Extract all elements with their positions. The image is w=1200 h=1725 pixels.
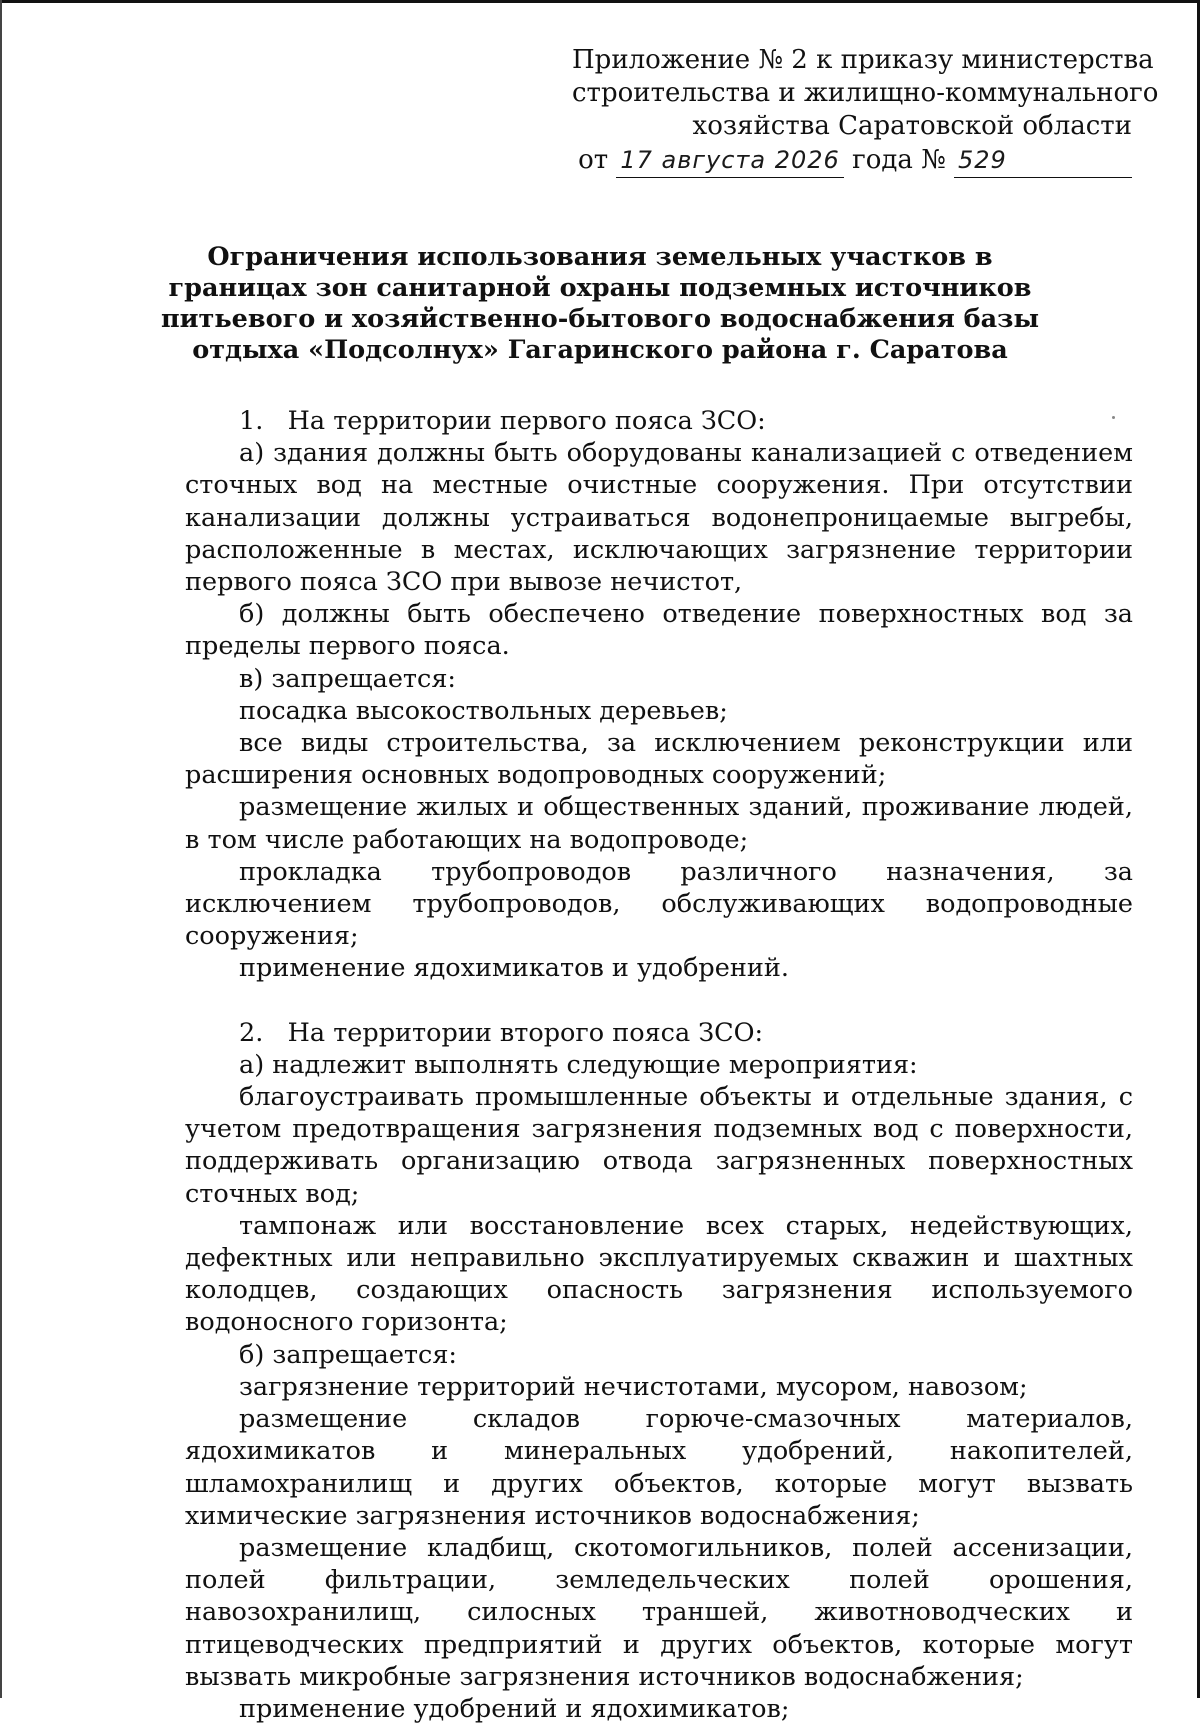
handwritten-order-number: 529 xyxy=(954,144,1132,178)
document-title: Ограничения использования земельных участков в границах зон санитарной охраны подземных источников питьевого и хозяйственно-бытового водоснабжения базы отдыха «Подсолнух» Гагаринского района г. Саратова xyxy=(160,242,1040,365)
section-2-paragraph: применение удобрений и ядохимикатов; xyxy=(239,1693,790,1724)
section-2-paragraph: благоустраивать промышленные объекты и отдельные здания, с учетом предотвращения загрязнения подземных вод с поверхности, поддерживать организацию отвода загрязненных поверхностных сточных вод; xyxy=(185,1082,1133,1209)
section-1-paragraph: посадка высокоствольных деревьев; xyxy=(239,695,728,726)
scan-border-left xyxy=(0,0,2,1698)
section-1-paragraph: а) здания должны быть оборудованы канализацией с отведением сточных вод на местные очистные сооружения. При отсутствии канализации должны устраиваться водонепроницаемые выгребы, расположенные в местах, исключающих загрязнение территории первого пояса ЗСО при вывозе нечистот, xyxy=(185,438,1133,598)
section-2-heading: 2. На территории второго пояса ЗСО: xyxy=(239,1017,764,1048)
section-2-paragraph: а) надлежит выполнять следующие мероприятия: xyxy=(239,1049,918,1080)
header-line-2: строительства и жилищно-коммунального xyxy=(572,78,1159,108)
section-1-paragraph: в) запрещается: xyxy=(239,663,456,694)
date-prefix: от xyxy=(578,145,609,175)
section-2-paragraph: б) запрещается: xyxy=(239,1339,457,1370)
order-date-line xyxy=(572,144,1132,178)
section-1-paragraph: прокладка трубопроводов различного назначения, за исключением трубопроводов, обслуживающих водопроводные сооружения; xyxy=(185,856,1133,952)
year-label: года № xyxy=(852,145,946,175)
document-body xyxy=(185,405,1133,1725)
section-2-paragraph: загрязнение территорий нечистотами, мусором, навозом; xyxy=(239,1371,1028,1402)
section-2-paragraph: тампонаж или восстановление всех старых, недействующих, дефектных или неправильно эксплуатируемых скважин и шахтных колодцев, создающих опасность загрязнения используемого водоносного горизонта; xyxy=(185,1210,1133,1338)
section-2-paragraph: размещение кладбищ, скотомогильников, полей ассенизации, полей фильтрации, земледельческих полей орошения, навозохранилищ, силосных траншей, животноводческих и птицеводческих предприятий и других объектов, которые могут вызвать микробные загрязнения источников водоснабжения; xyxy=(185,1532,1133,1692)
section-1-heading: 1. На территории первого пояса ЗСО: xyxy=(239,406,766,436)
header-line-1: Приложение № 2 к приказу министерства xyxy=(572,45,1154,75)
handwritten-date: 17 августа 2026 xyxy=(616,144,843,178)
scan-border-top xyxy=(0,0,1200,3)
section-1-paragraph: б) должны быть обеспечено отведение поверхностных вод за пределы первого пояса. xyxy=(185,599,1133,662)
section-1-paragraph: применение ядохимикатов и удобрений. xyxy=(239,953,789,984)
header-line-3: хозяйства Саратовской области xyxy=(692,111,1132,141)
appendix-header xyxy=(572,44,1159,178)
section-1-paragraph: размещение жилых и общественных зданий, проживание людей, в том числе работающих на водопроводе; xyxy=(185,792,1133,855)
section-2-paragraph: размещение складов горюче-смазочных материалов, ядохимикатов и минеральных удобрений, накопителей, шламохранилищ и других объектов, которые могут вызвать химические загрязнения источников водоснабжения; xyxy=(185,1404,1133,1531)
section-1-paragraph: все виды строительства, за исключением реконструкции или расширения основных водопроводных сооружений; xyxy=(185,728,1133,791)
section-gap xyxy=(185,985,1133,1017)
